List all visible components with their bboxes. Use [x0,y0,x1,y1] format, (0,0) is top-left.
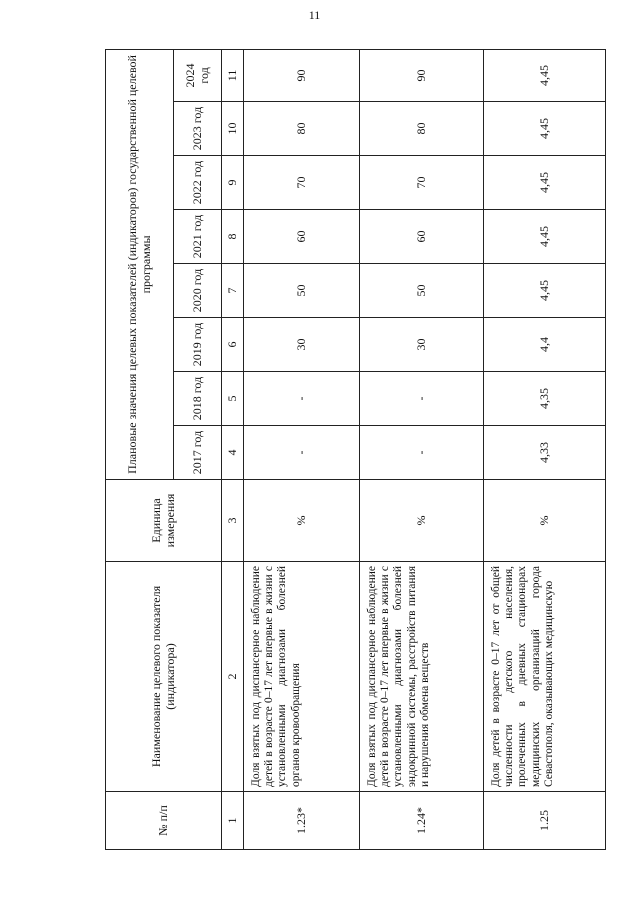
index-cell: 9 [222,156,244,210]
index-cell: 2 [222,562,244,792]
header-unit: Единица измерения [106,480,222,562]
index-cell: 1 [222,792,244,850]
row-value: 30 [244,318,360,372]
header-year: 2023 год [174,102,222,156]
header-year: 2022 год [174,156,222,210]
row-value: 4,45 [484,102,606,156]
index-cell: 3 [222,480,244,562]
row-value: 50 [360,264,484,318]
index-cell: 5 [222,372,244,426]
header-year: 2021 год [174,210,222,264]
row-unit: % [484,480,606,562]
header-name: Наименование целевого показателя (индикатора) [106,562,222,792]
row-value: 60 [244,210,360,264]
header-year: 2020 год [174,264,222,318]
row-value: 90 [244,49,360,101]
row-value: 60 [360,210,484,264]
row-value: 4,45 [484,210,606,264]
row-name: Доля взятых под диспансерное наблюдение детей в возрасте 0–17 лет впервые в жизни с установленными диагнозами болезней органов кровообращения [244,562,360,792]
row-value: - [244,426,360,480]
row-number: 1.23* [244,792,360,850]
index-cell: 7 [222,264,244,318]
row-value: 80 [244,102,360,156]
row-unit: % [360,480,484,562]
table-row [360,49,484,849]
row-name: Доля детей в возрасте 0–17 лет от общей численности детского населения, пролеченных в дневных стационарах медицинских организаций города Севастополя, оказывающих медицинскую [484,562,606,792]
row-value: 90 [360,49,484,101]
header-year: 2017 год [174,426,222,480]
header-plan: Плановые значения целевых показателей (индикаторов) государственной целевой программы [106,49,174,479]
index-cell: 6 [222,318,244,372]
row-number: 1.25 [484,792,606,850]
row-value: - [244,372,360,426]
indicator-table [105,49,606,850]
row-value: 70 [360,156,484,210]
rotated-table-container [105,50,605,850]
header-year: 2019 год [174,318,222,372]
row-value: 4,45 [484,156,606,210]
row-value: 80 [360,102,484,156]
row-value: 50 [244,264,360,318]
header-row-top [106,49,174,849]
index-cell: 10 [222,102,244,156]
header-year: 2024 год [174,49,222,101]
row-value: 4,45 [484,49,606,101]
row-value: 70 [244,156,360,210]
row-number: 1.24* [360,792,484,850]
row-value: 30 [360,318,484,372]
row-value: - [360,372,484,426]
table-row [244,49,360,849]
index-cell: 8 [222,210,244,264]
page-number: 11 [308,8,321,22]
row-value: 4,45 [484,264,606,318]
header-num: № п/п [106,792,222,850]
index-row [222,49,244,849]
header-year: 2018 год [174,372,222,426]
index-cell: 4 [222,426,244,480]
table-row [484,49,606,849]
index-cell: 11 [222,49,244,101]
row-value: - [360,426,484,480]
row-unit: % [244,480,360,562]
row-name: Доля взятых под диспансерное наблюдение детей в возрасте 0–17 лет впервые в жизни с установленными диагнозами болезней эндокринной системы, расстройств питания и нарушения обмена веществ [360,562,484,792]
row-value: 4,4 [484,318,606,372]
row-value: 4,33 [484,426,606,480]
row-value: 4,35 [484,372,606,426]
